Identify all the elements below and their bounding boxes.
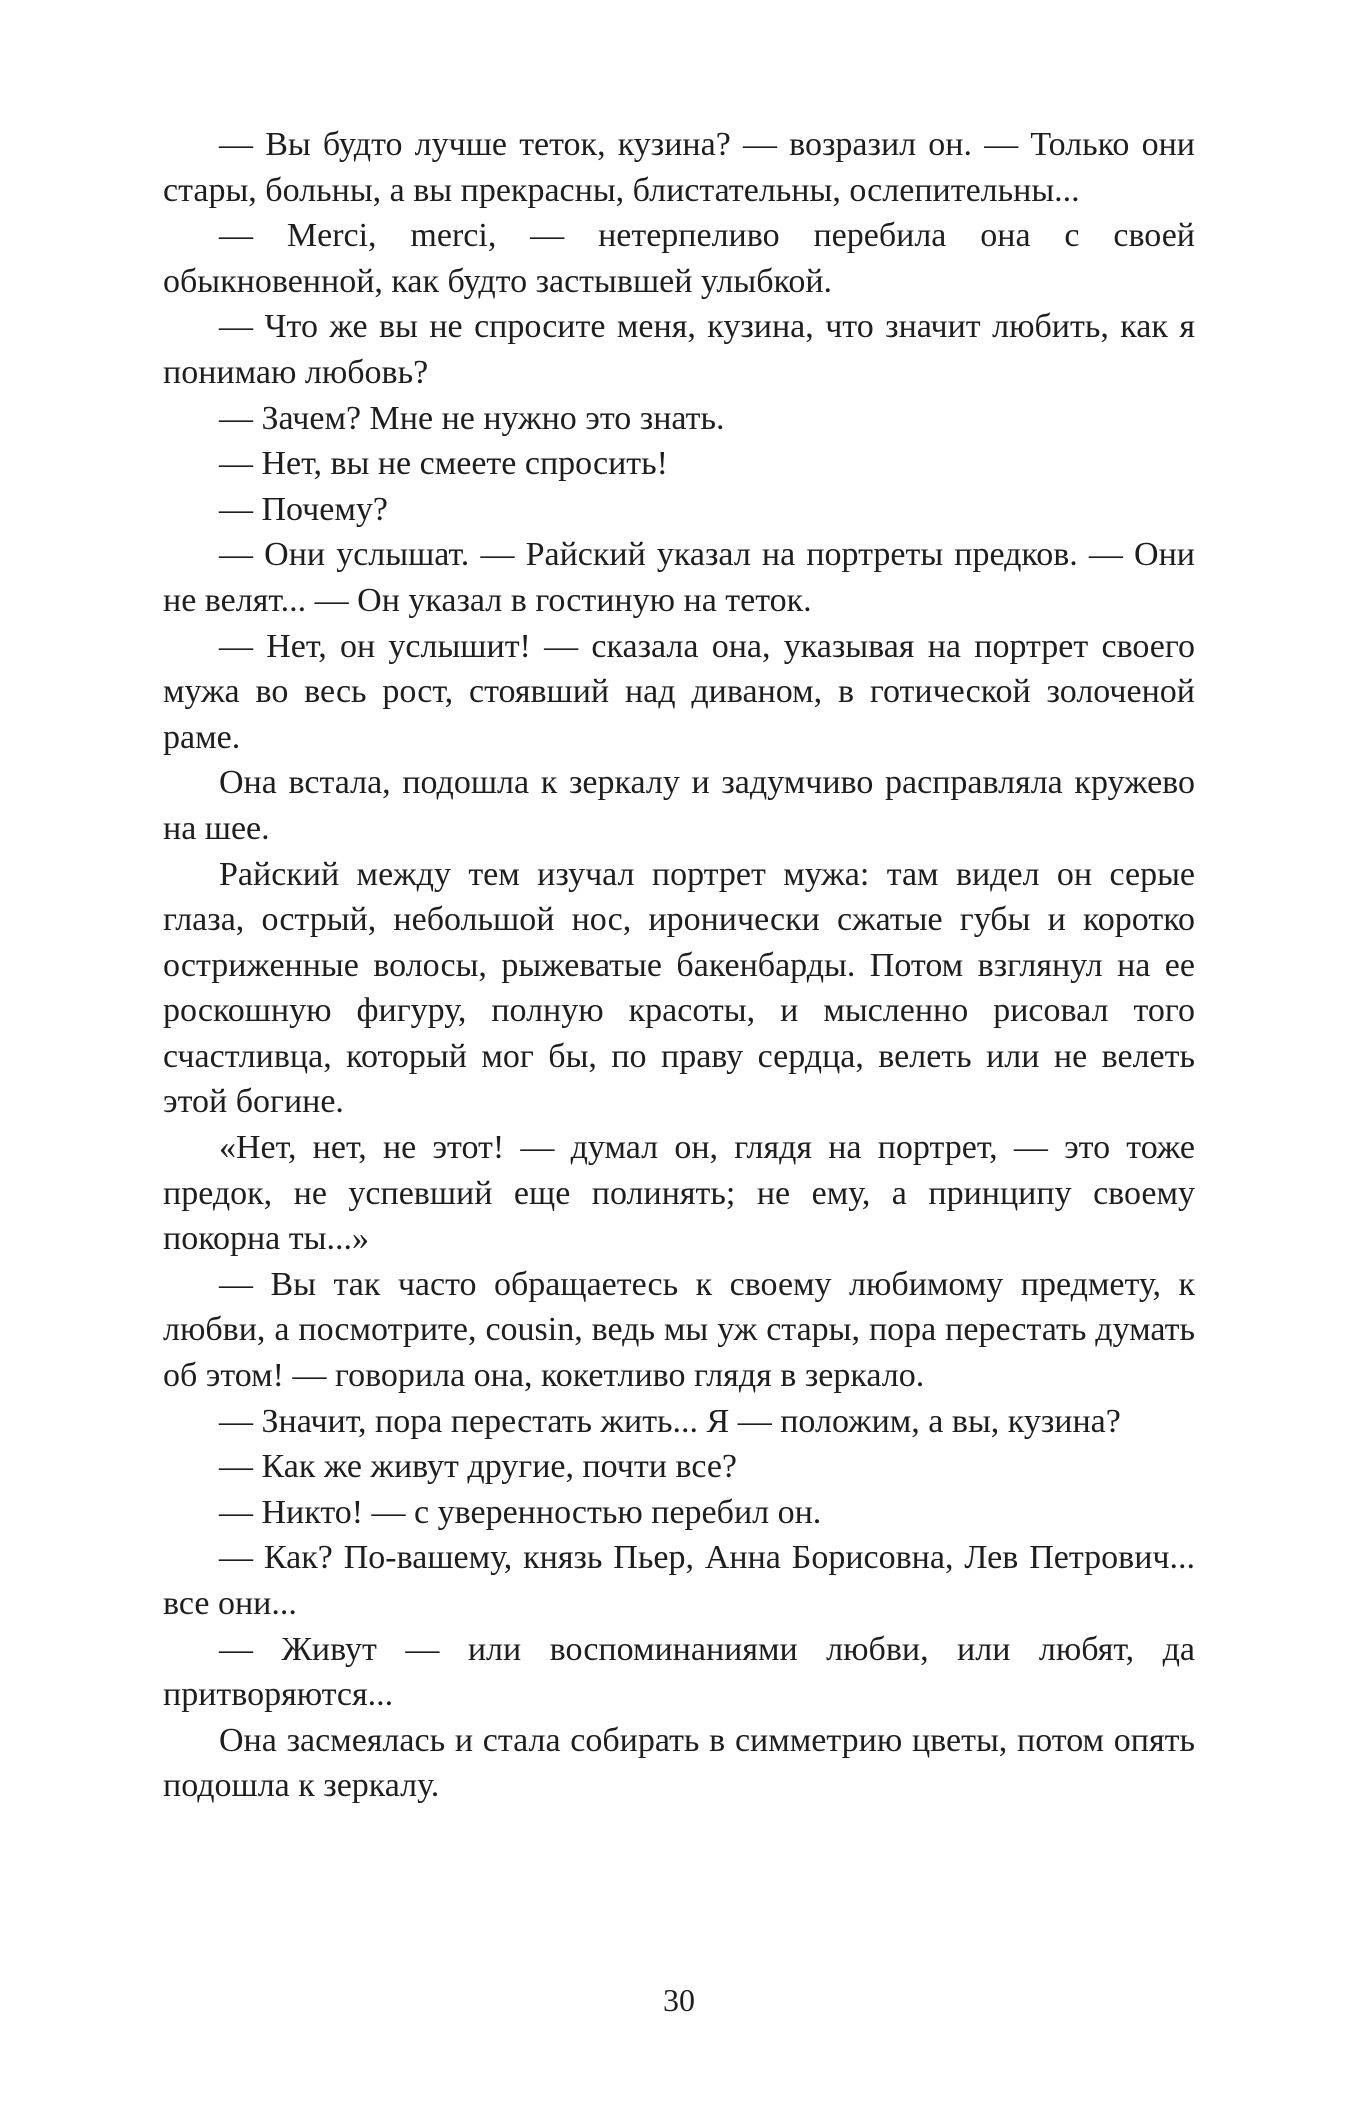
paragraph: — Нет, он услышит! — сказала она, указывая на портрет своего мужа во весь рост, стоявший над диваном, в готической золоченой раме. <box>163 627 1195 756</box>
paragraph: «Нет, нет, не этот! — думал он, глядя на портрет, — это тоже предок, не успевший еще полинять; не ему, а принципу своему покорна ты...» <box>163 1129 1195 1258</box>
body-text <box>163 122 1195 1809</box>
paragraph: — Merci, merci, — нетерпеливо перебила она с своей обыкновенной, как будто застывшей улыбкой. <box>163 217 1195 300</box>
paragraph: — Нет, вы не смеете спросить! <box>219 445 668 483</box>
paragraph: — Никто! — с уверенностью перебил он. <box>219 1493 822 1531</box>
paragraph: Она встала, подошла к зеркалу и задумчиво расправляла кружево на шее. <box>163 764 1195 847</box>
paragraph: Райский между тем изучал портрет мужа: там видел он серые глаза, острый, небольшой нос, иронически сжатые губы и коротко остриженные волосы, рыжеватые бакенбарды. Потом взглянул на ее роскошную фигуру, полную красоты, и мысленно рисовал того счастливца, который мог бы, по праву сердца, велеть или не велеть этой богине. <box>163 855 1195 1121</box>
paragraph: — Что же вы не спросите меня, кузина, что значит любить, как я понимаю любовь? <box>163 308 1195 391</box>
paragraph: — Как же живут другие, почти все? <box>219 1448 738 1486</box>
paragraph: Она засмеялась и стала собирать в симметрию цветы, потом опять подошла к зеркалу. <box>163 1721 1195 1805</box>
paragraph: — Как? По-вашему, князь Пьер, Анна Борисовна, Лев Петрович... все они... <box>163 1539 1195 1622</box>
paragraph: — Почему? <box>219 490 388 528</box>
paragraph: — Зачем? Мне не нужно это знать. <box>219 399 725 437</box>
paragraph: — Вы будто лучше теток, кузина? — возразил он. — Только они стары, больны, а вы прекрасны, блистательны, ослепительны... <box>163 126 1195 209</box>
paragraph: — Они услышат. — Райский указал на портреты предков. — Они не велят... — Он указал в гостиную на теток. <box>163 536 1195 619</box>
paragraph: — Значит, пора перестать жить... Я — положим, а вы, кузина? <box>219 1402 1121 1440</box>
paragraph: — Вы так часто обращаетесь к своему любимому предмету, к любви, а посмотрите, cousin, ведь мы уж стары, пора перестать думать об этом! — говорила она, кокетливо глядя в зеркало. <box>163 1265 1195 1395</box>
paragraph: — Живут — или воспоминаниями любви, или любят, да притворяются... <box>163 1630 1195 1714</box>
page-number: 30 <box>663 1982 695 2018</box>
